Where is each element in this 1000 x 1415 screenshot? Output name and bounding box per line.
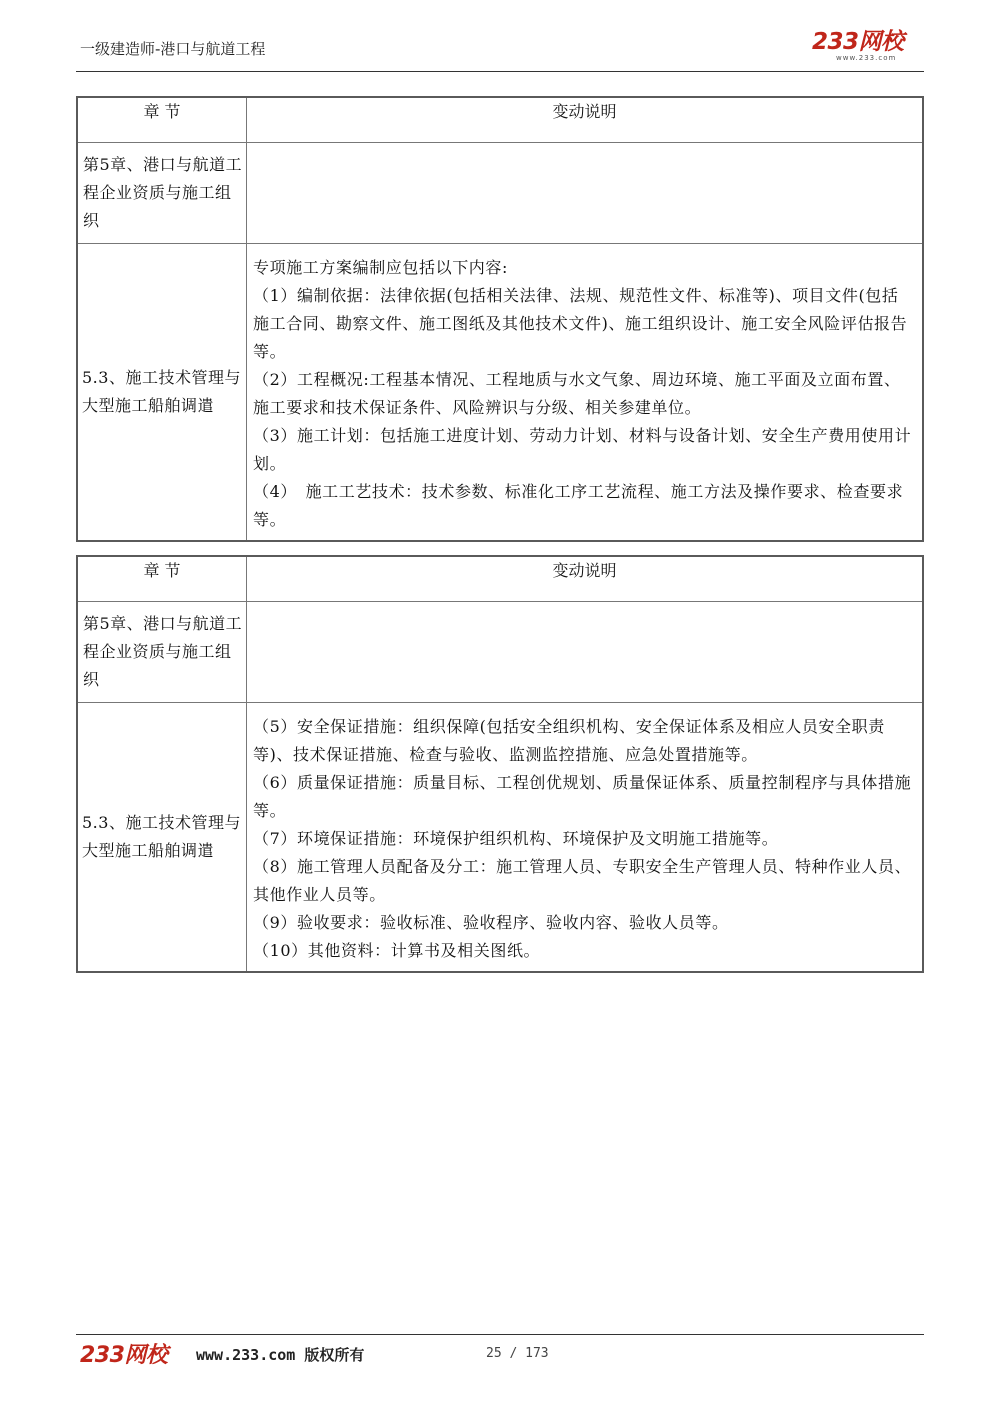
- description-line: （1）编制依据：法律依据(包括相关法律、法规、规范性文件、标准等)、项目文件(包括施工合同、勘察文件、施工图纸及其他技术文件)、施工组织设计、施工安全风险评估报告等。: [253, 286, 908, 361]
- chapter-row: [77, 602, 923, 703]
- description-line: （4） 施工工艺技术：技术参数、标准化工序工艺流程、施工方法及操作要求、检查要求等。: [253, 482, 904, 529]
- chapter-cell: [77, 602, 247, 703]
- column-header-chapter: 章 节: [77, 556, 247, 602]
- change-table-2: [76, 555, 924, 973]
- logo-text: 233网校: [812, 29, 904, 55]
- description-line: （7）环境保证措施：环境保护组织机构、环境保护及文明施工措施等。: [253, 829, 779, 848]
- table-row: [77, 244, 923, 542]
- description-cell: [247, 244, 924, 542]
- chapter-description-cell: [247, 602, 924, 703]
- chapter-title: 第5章、港口与航道工程企业资质与施工组织: [83, 155, 243, 230]
- change-table-1: [76, 96, 924, 542]
- logo-url: www.233.com: [836, 54, 897, 62]
- description-line: （5）安全保证措施：组织保障(包括安全组织机构、安全保证体系及相应人员安全职责等)、技术保证措施、检查与验收、监测监控措施、应急处置措施等。: [253, 717, 885, 764]
- table-header-row: [77, 556, 923, 602]
- section-cell: [77, 703, 247, 973]
- header-title: 一级建造师-港口与航道工程: [80, 40, 266, 58]
- description-line: （9）验收要求：验收标准、验收程序、验收内容、验收人员等。: [253, 913, 729, 932]
- column-header-description: 变动说明: [247, 556, 924, 602]
- description-cell: [247, 703, 924, 973]
- footer-logo[interactable]: 233网校: [80, 1343, 168, 1368]
- chapter-cell: [77, 143, 247, 244]
- description-line: （8）施工管理人员配备及分工：施工管理人员、专职安全生产管理人员、特种作业人员、其他作业人员等。: [253, 857, 912, 904]
- page-number: 25 / 173: [486, 1346, 549, 1361]
- chapter-row: [77, 143, 923, 244]
- description-line: （2）工程概况:工程基本情况、工程地质与水文气象、周边环境、施工平面及立面布置、施工要求和技术保证条件、风险辨识与分级、相关参建单位。: [253, 370, 901, 417]
- section-title: 5.3、施工技术管理与大型施工船舶调遣: [82, 813, 241, 860]
- table-row: [77, 703, 923, 973]
- brand-logo[interactable]: [812, 30, 924, 62]
- column-header-chapter: 章 节: [77, 97, 247, 143]
- chapter-description-cell: [247, 143, 924, 244]
- chapter-title: 第5章、港口与航道工程企业资质与施工组织: [83, 614, 243, 689]
- section-cell: [77, 244, 247, 542]
- header-divider: [76, 71, 924, 72]
- footer-divider: [76, 1334, 924, 1335]
- footer-site-link[interactable]: www.233.com 版权所有: [196, 1346, 365, 1364]
- description-line: （10）其他资料：计算书及相关图纸。: [253, 941, 541, 960]
- section-title: 5.3、施工技术管理与大型施工船舶调遣: [82, 368, 241, 415]
- column-header-description: 变动说明: [247, 97, 924, 143]
- description-line: （6）质量保证措施：质量目标、工程创优规划、质量保证体系、质量控制程序与具体措施等。: [253, 773, 912, 820]
- table-header-row: [77, 97, 923, 143]
- description-line: （3）施工计划：包括施工进度计划、劳动力计划、材料与设备计划、安全生产费用使用计划。: [253, 426, 912, 473]
- description-line: 专项施工方案编制应包括以下内容:: [253, 258, 508, 277]
